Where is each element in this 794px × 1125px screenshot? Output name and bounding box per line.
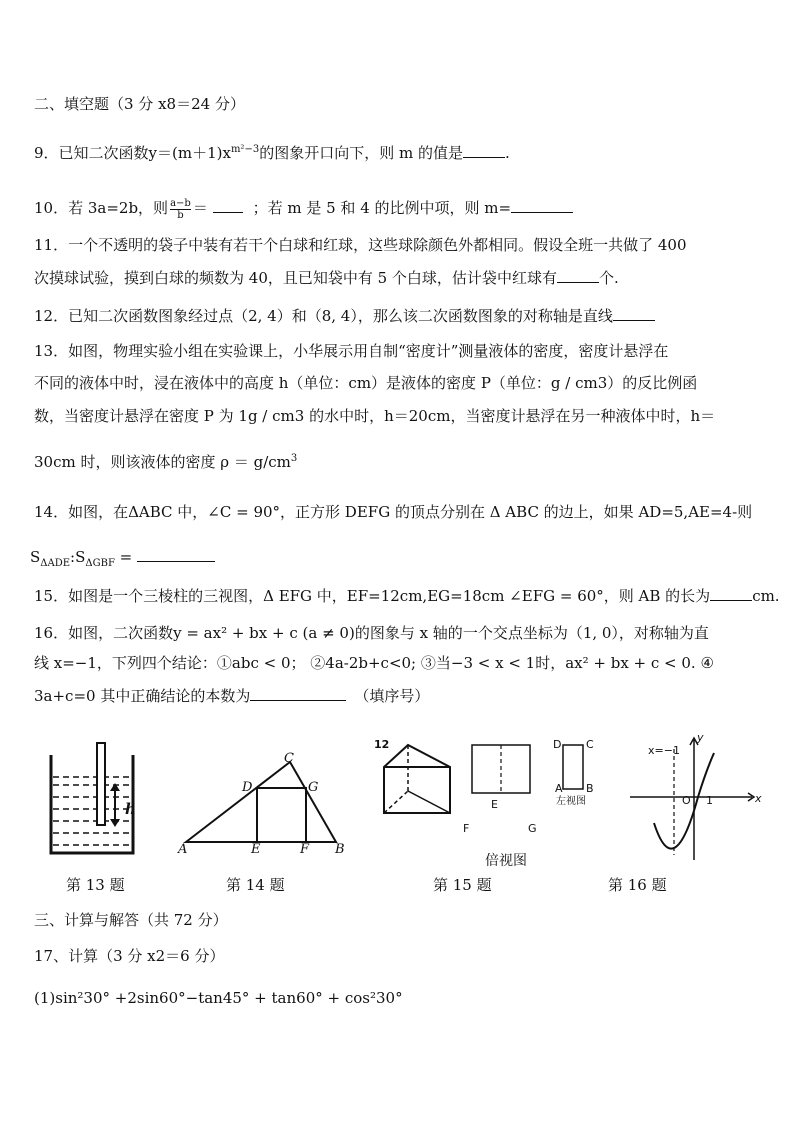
q13-superscript: 3 [290, 453, 298, 464]
answer-blank[interactable] [213, 196, 243, 213]
question-14-line2 [30, 545, 215, 574]
label-f: F [300, 842, 310, 857]
caption-figure-13: 第 13 题 [66, 876, 125, 894]
fraction [170, 198, 191, 221]
label-d: D [553, 738, 562, 751]
label-y: y [697, 731, 704, 744]
figure-13-beaker [45, 735, 155, 865]
question-16-line3 [34, 684, 429, 706]
label-f: F [463, 822, 470, 835]
question-17-part1: (1)sin²30° +2sin60°−tan45° + tan60° + cos²30° [34, 989, 403, 1007]
q14-mid: :S [70, 548, 86, 566]
q14-eq: = [114, 548, 137, 566]
figure-13-label-h: h [125, 800, 136, 818]
q14-sub2: ΔGBF [85, 558, 115, 569]
answer-blank[interactable] [463, 141, 505, 158]
question-11-line1: 11．一个不透明的袋子中装有若干个白球和红球，这些球除颜色外都相同。假设全班一共做了 400 [34, 236, 687, 254]
label-e: E [251, 842, 261, 857]
question-16-line1: 16．如图，二次函数y = ax² + bx + c (a ≠ 0)的图象与 x 轴的一个交点坐标为（1, 0），对称轴为直 [34, 624, 709, 642]
question-16-line2: 线 x=−1，下列四个结论：①abc < 0； ②4a-2b+c<0; ③当−3 < x < 1时，ax² + bx + c < 0. ④ [34, 654, 714, 672]
q10-text-b: ＝ [192, 199, 213, 217]
answer-blank[interactable] [710, 584, 752, 601]
caption-figure-16: 第 16 题 [608, 876, 667, 894]
q10-text-a: 10．若 3a=2b，则 [34, 199, 169, 217]
q15-text-a: 15．如图是一个三棱柱的三视图，Δ EFG 中，EF=12cm,EG=18cm ∠EFG = 60°，则 AB 的长为 [34, 587, 711, 605]
section-heading: 二、填空题（3 分 x8＝24 分） [34, 95, 245, 113]
question-13-line1: 13．如图，物理实验小组在实验课上，小华展示用自制“密度计”测量液体的密度，密度计悬浮在 [34, 342, 669, 360]
q16-text-a: 3a+c=0 其中正确结论的本数为 [34, 687, 251, 705]
question-14-line1: 14．如图，在ΔABC 中，∠C = 90°，正方形 DEFG 的顶点分别在 Δ ABC 的边上，如果 AD=5,AE=4-则 [34, 503, 753, 521]
label-origin: O [682, 794, 691, 807]
label-symmetry-axis: x=−1 [648, 744, 680, 757]
label-d: D [242, 780, 253, 795]
q16-text-b: （填序号） [354, 687, 430, 705]
label-12: 12 [374, 738, 390, 751]
answer-blank[interactable] [557, 266, 599, 283]
answer-blank[interactable] [511, 196, 573, 213]
q14-s1: S [30, 548, 41, 566]
question-12 [34, 304, 655, 326]
label-b: B [335, 842, 345, 857]
fraction-denominator: b [177, 209, 184, 221]
label-a: A [178, 842, 188, 857]
answer-blank[interactable] [250, 684, 346, 701]
label-front-view: 倍视图 [485, 853, 527, 869]
answer-blank[interactable] [613, 304, 655, 321]
question-10 [34, 196, 573, 221]
label-c: C [586, 738, 594, 751]
fraction-numerator: a−b [170, 197, 191, 209]
question-13-line4 [34, 449, 297, 472]
q9-exponent: m²−3 [230, 144, 260, 155]
q9-text-b: 的图象开口向下，则 m 的值是 [259, 144, 463, 162]
question-9 [34, 140, 510, 163]
label-g: G [528, 822, 537, 835]
q11-text-b: 个. [598, 269, 619, 287]
question-13-line2: 不同的液体中时，浸在液体中的高度 h（单位：cm）是液体的密度 P（单位：g / cm3）的反比例函 [34, 374, 698, 392]
q9-text-a: 9．已知二次函数y＝(m＋1)x [34, 144, 231, 162]
q15-text-b: cm. [752, 587, 780, 605]
section-heading: 三、计算与解答（共 72 分） [34, 911, 228, 929]
question-13-line3: 数，当密度计悬浮在密度 P 为 1g / cm3 的水中时，h＝20cm，当密度计悬浮在另一种液体中时，h＝ [34, 407, 716, 425]
label-side-view: 左视图 [556, 796, 586, 807]
question-15 [34, 584, 780, 606]
label-x: x [755, 792, 762, 805]
q11-text-a: 次摸球试验，摸到白球的频数为 40，且已知袋中有 5 个白球，估计袋中红球有 [34, 269, 557, 287]
label-e: E [491, 798, 498, 811]
q9-text-c: . [504, 144, 510, 162]
question-17-heading: 17、计算（3 分 x2＝6 分） [34, 947, 225, 965]
answer-blank[interactable] [137, 545, 215, 562]
label-b: B [586, 782, 594, 795]
label-one: 1 [706, 794, 713, 807]
caption-figure-14: 第 14 题 [226, 876, 285, 894]
q12-text: 12．已知二次函数图象经过点（2, 4）和（8, 4），那么该二次函数图象的对称轴是直线 [34, 307, 613, 325]
label-c: C [284, 751, 294, 766]
q10-text-c: ；若 m 是 5 和 4 的比例中项，则 m= [252, 199, 512, 217]
question-11-line2 [34, 266, 619, 288]
q14-sub1: ΔADE [40, 558, 71, 569]
figure-14-triangle [178, 750, 353, 860]
caption-figure-15: 第 15 题 [433, 876, 492, 894]
label-a: A [555, 782, 563, 795]
label-g: G [308, 780, 319, 795]
q13-text: 30cm 时，则该液体的密度 ρ ＝ g/cm [34, 453, 291, 471]
